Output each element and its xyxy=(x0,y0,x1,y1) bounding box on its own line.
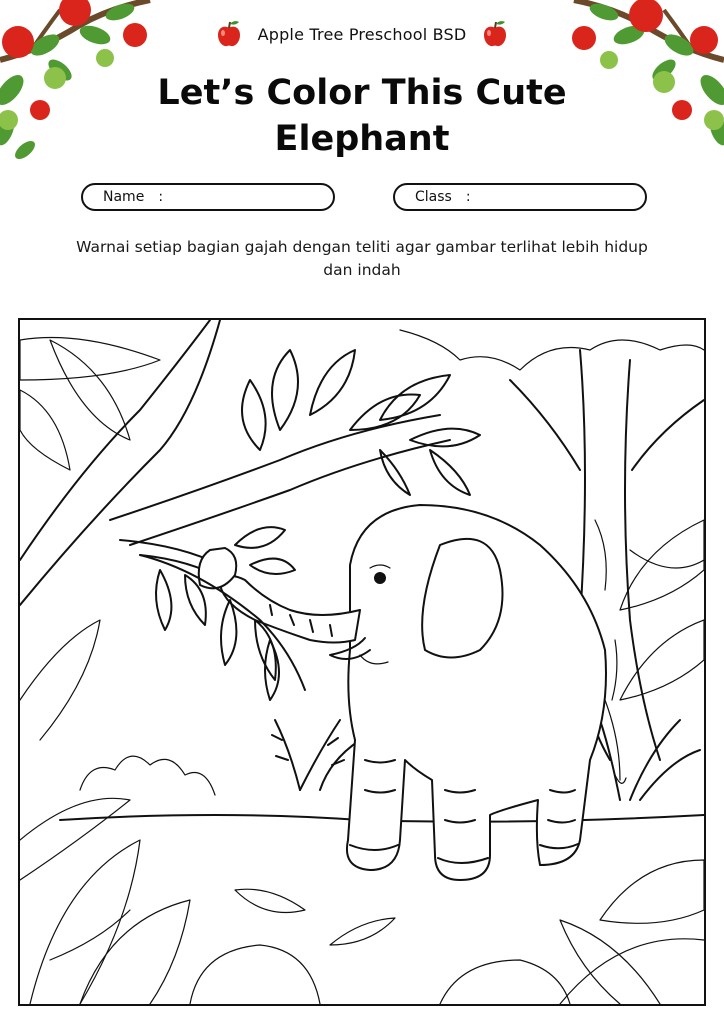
name-label: Name xyxy=(103,189,145,205)
apple-icon xyxy=(480,19,510,49)
coloring-picture-frame xyxy=(18,318,706,1006)
school-name: Apple Tree Preschool BSD xyxy=(257,24,467,44)
name-field[interactable] xyxy=(81,183,335,211)
instruction-text: Warnai setiap bagian gajah dengan teliti agar gambar terlihat lebih hidup dan indah xyxy=(76,238,648,279)
class-label: Class xyxy=(415,189,452,205)
class-separator: : xyxy=(465,189,471,205)
school-header xyxy=(0,18,724,50)
name-separator: : xyxy=(158,189,164,205)
page-title: Let’s Color This Cute Elephant xyxy=(157,73,567,159)
apple-icon xyxy=(214,19,244,49)
class-field[interactable] xyxy=(393,183,647,211)
elephant-line-art xyxy=(20,320,704,1004)
